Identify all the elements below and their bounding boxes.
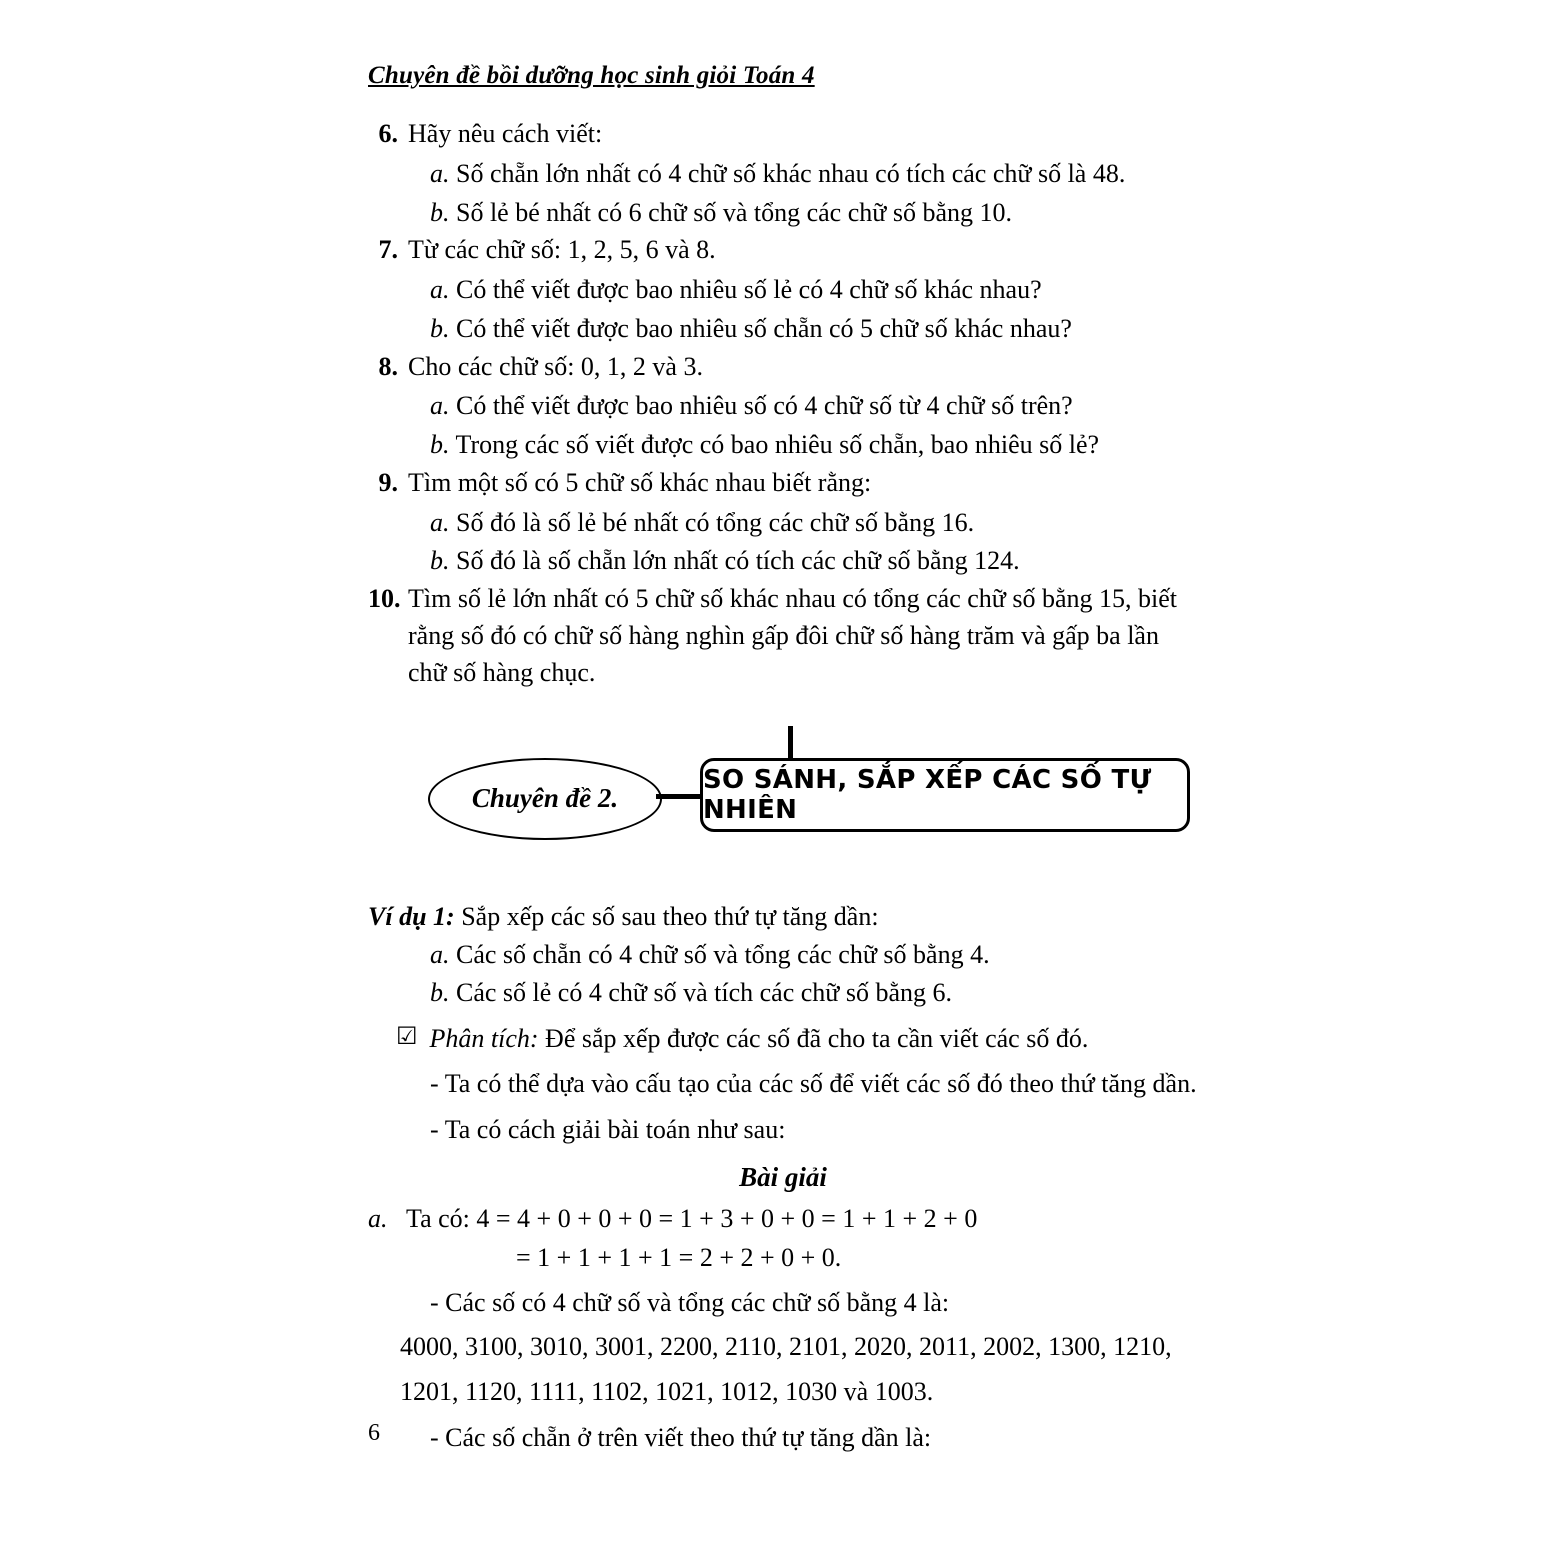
exercise-subitem — [430, 155, 1198, 193]
solution-label: a. — [368, 1204, 388, 1234]
exercise-subitem — [430, 426, 1198, 464]
exercise-subitem — [430, 271, 1198, 309]
exercise-item — [368, 116, 1198, 153]
page-content — [368, 0, 1198, 1458]
example-heading — [368, 898, 1198, 936]
subitem-label: a. — [430, 275, 450, 305]
exercise-number: 7. — [378, 235, 398, 265]
exercise-number: 9. — [378, 467, 398, 497]
solution-line: - Các số chẵn ở trên viết theo thứ tự tăng dần là: — [430, 1423, 932, 1453]
exercise-subitem — [430, 310, 1198, 348]
subitem-label: b. — [430, 546, 450, 576]
exercise-list — [368, 116, 1198, 692]
subitem-text: Có thể viết được bao nhiêu số chẵn có 5 chữ số khác nhau? — [456, 313, 1072, 343]
banner-connector — [656, 794, 702, 799]
checkbox-icon: ☑ — [396, 1023, 418, 1050]
exercise-subitem — [430, 504, 1198, 542]
subitem-label: b. — [430, 313, 450, 343]
solution-row — [368, 1199, 1198, 1238]
solution-numbers: 4000, 3100, 3010, 3001, 2200, 2110, 2101, 2020, 2011, 2002, 1300, 1210, — [400, 1332, 1172, 1362]
example-prompt: Sắp xếp các số sau theo thứ tự tăng dần: — [461, 901, 879, 931]
running-header: Chuyên đề bồi dưỡng học sinh giỏi Toán 4 — [368, 62, 815, 89]
exercise-text: Tìm một số có 5 chữ số khác nhau biết rằng: — [408, 467, 872, 497]
exercise-number: 6. — [378, 119, 398, 148]
exercise-item — [368, 232, 1198, 269]
solution-line: Ta có: 4 = 4 + 0 + 0 + 0 = 1 + 3 + 0 + 0 = 1 + 1 + 2 + 0 — [406, 1204, 978, 1234]
example-subitem — [430, 974, 1198, 1012]
exercise-text: Tìm số lẻ lớn nhất có 5 chữ số khác nhau có tổng các chữ số bằng 15, biết rằng số đó có chữ số hàng nghìn gấp đôi chữ số hàng trăm và gấp ba lần chữ số hàng chục. — [408, 584, 1178, 687]
chapter-title-box — [700, 758, 1190, 832]
solution-title: Bài giải — [739, 1162, 827, 1193]
exercise-text: Từ các chữ số: 1, 2, 5, 6 và 8. — [408, 235, 716, 265]
exercise-number: 8. — [378, 351, 398, 381]
subitem-text: Số chẵn lớn nhất có 4 chữ số khác nhau có tích các chữ số là 48. — [456, 158, 1126, 188]
subitem-label: a. — [430, 158, 450, 188]
page-number: 6 — [368, 1420, 380, 1446]
subitem-text: Có thể viết được bao nhiêu số có 4 chữ số từ 4 chữ số trên? — [456, 391, 1073, 421]
banner-stem — [788, 726, 793, 762]
exercise-item — [368, 581, 1198, 692]
solution-numbers: 1201, 1120, 1111, 1102, 1021, 1012, 1030 và 1003. — [400, 1376, 934, 1406]
exercise-text: Cho các chữ số: 0, 1, 2 và 3. — [408, 351, 703, 381]
exercise-number: 10. — [368, 584, 401, 614]
exercise-subitem — [430, 194, 1198, 232]
subitem-label: b. — [430, 430, 450, 460]
analysis-label: Phân tích: — [429, 1023, 539, 1053]
subitem-label: b. — [430, 197, 450, 227]
exercise-subitem — [430, 387, 1198, 425]
subitem-label: b. — [430, 978, 450, 1008]
analysis-line: - Ta có cách giải bài toán như sau: — [430, 1114, 786, 1144]
chapter-banner — [368, 726, 1198, 876]
subitem-label: a. — [430, 507, 450, 537]
subitem-text: Số đó là số lẻ bé nhất có tổng các chữ số bằng 16. — [456, 507, 975, 537]
exercise-item — [368, 465, 1198, 502]
exercise-subitem — [430, 542, 1198, 580]
example-label: Ví dụ 1: — [368, 901, 455, 931]
chapter-badge: Chuyên đề 2. — [428, 758, 662, 840]
subitem-text: Số lẻ bé nhất có 6 chữ số và tổng các chữ số bằng 10. — [456, 197, 1012, 227]
subitem-text: Các số lẻ có 4 chữ số và tích các chữ số bằng 6. — [456, 978, 953, 1008]
subitem-text: Số đó là số chẵn lớn nhất có tích các chữ số bằng 124. — [456, 546, 1020, 576]
analysis-block — [396, 1020, 1198, 1058]
exercise-item — [368, 349, 1198, 386]
subitem-label: a. — [430, 391, 450, 421]
subitem-text: Có thể viết được bao nhiêu số lẻ có 4 chữ số khác nhau? — [456, 275, 1042, 305]
exercise-text: Hãy nêu cách viết: — [408, 119, 603, 148]
subitem-text: Trong các số viết được có bao nhiêu số chẵn, bao nhiêu số lẻ? — [455, 430, 1100, 460]
subitem-label: a. — [430, 939, 450, 969]
analysis-text: Để sắp xếp được các số đã cho ta cần viết các số đó. — [545, 1023, 1089, 1053]
example-subitem — [430, 936, 1198, 974]
analysis-line: - Ta có thể dựa vào cấu tạo của các số để viết các số đó theo thứ tăng dần. — [430, 1068, 1197, 1098]
subitem-text: Các số chẵn có 4 chữ số và tổng các chữ số bằng 4. — [456, 939, 990, 969]
solution-equation: = 1 + 1 + 1 + 1 = 2 + 2 + 0 + 0. — [516, 1243, 842, 1273]
solution-line: - Các số có 4 chữ số và tổng các chữ số bằng 4 là: — [430, 1288, 950, 1318]
chapter-title: SO SÁNH, SẮP XẾP CÁC SỐ TỰ NHIÊN — [703, 764, 1152, 825]
